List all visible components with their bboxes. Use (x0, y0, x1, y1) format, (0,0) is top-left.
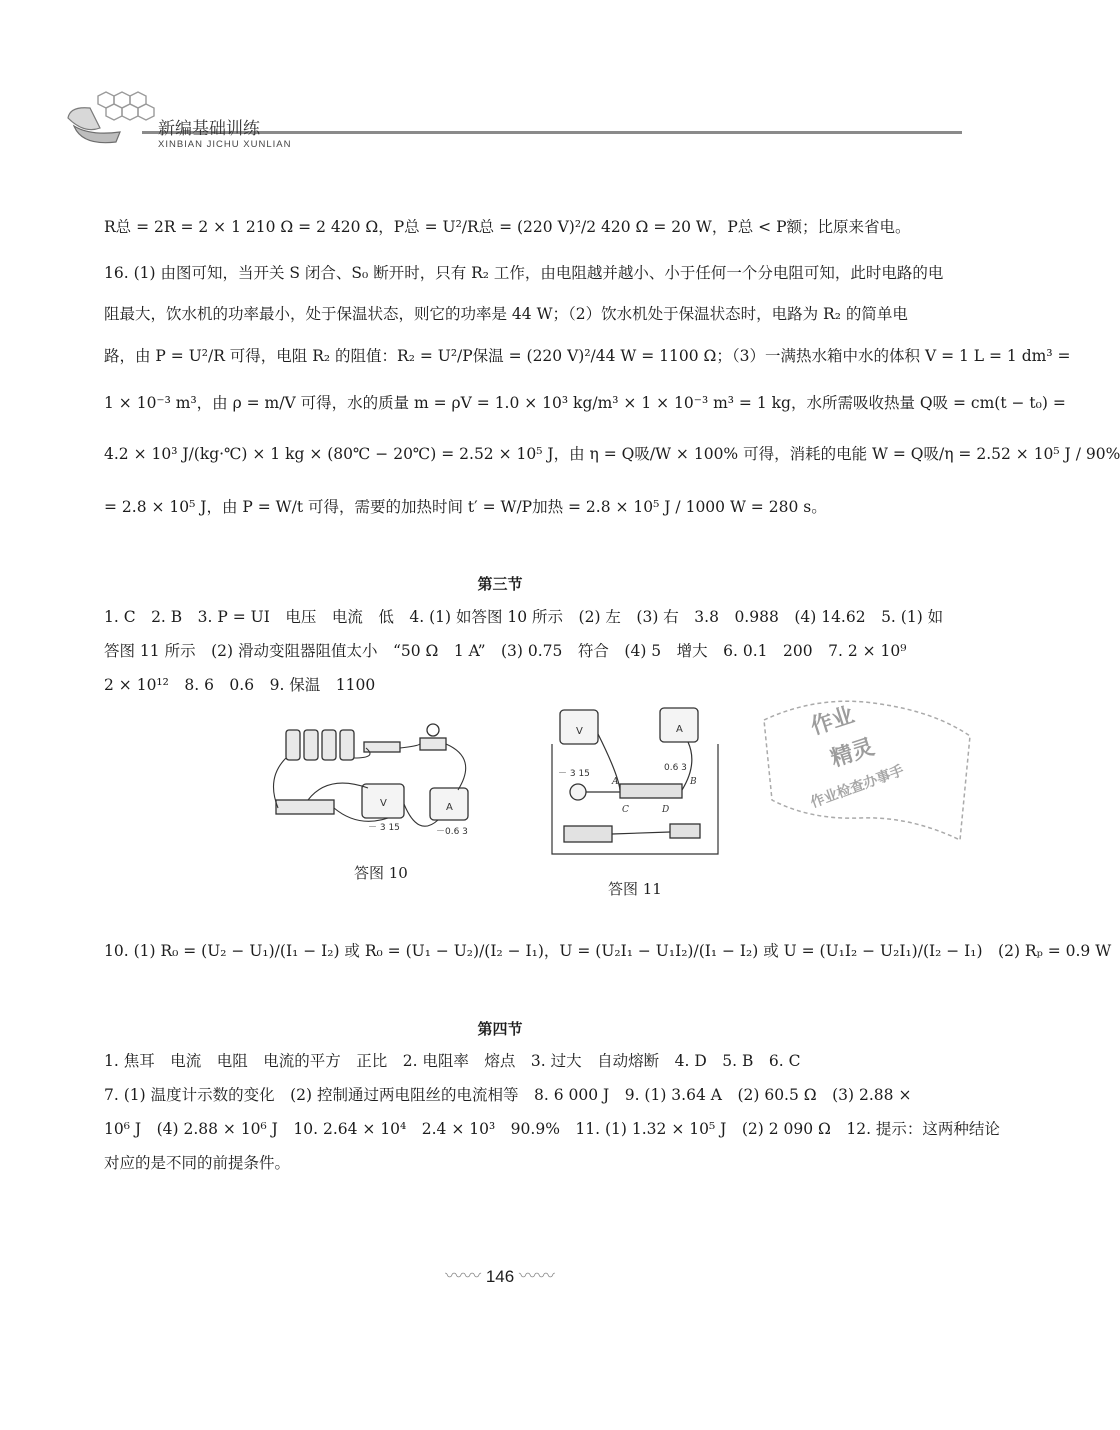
answer-q16-line: 4.2 × 10³ J/(kg·℃) × 1 kg × (80℃ − 20℃) = 2.52 × 10⁵ J，由 η = Q吸/W × 100% 可得，消耗的电能 W = Q吸/η = 2.52 × 10⁵ J / 90% (104, 445, 1120, 463)
header-rule (142, 131, 962, 134)
figure-caption-11: 答图 11 (608, 880, 662, 898)
answer-line: R总 = 2R = 2 × 1 210 Ω = 2 420 Ω，P总 = U²/R总 = (220 V)²/2 420 Ω = 20 W，P总 < P额；比原来省电。 (104, 218, 911, 236)
answer-line: 7. (1) 温度计示数的变化 (2) 控制通过两电阻丝的电流相等 8. 6 000 J 9. (1) 3.64 A (2) 60.5 Ω (3) 2.88 × (104, 1086, 912, 1104)
section-title: 第三节 (477, 575, 523, 593)
answer-line: 1. 焦耳 电流 电阻 电流的平方 正比 2. 电阻率 熔点 3. 过大 自动熔断 4. D 5. B 6. C (104, 1052, 801, 1070)
answer-line: 1. C 2. B 3. P = UI 电压 电流 低 4. (1) 如答图 10 所示 (2) 左 (3) 右 3.8 0.988 (4) 14.62 5. (1) 如 (104, 608, 944, 626)
svg-text:－ 3 15: － 3 15 (368, 823, 400, 833)
svg-text:C: C (622, 805, 629, 815)
svg-text:D: D (662, 805, 670, 815)
svg-text:V: V (380, 798, 387, 809)
circuit-diagram-fig11 (548, 704, 728, 862)
homework-stamp (760, 690, 975, 850)
answer-line: 2 × 10¹² 8. 6 0.6 9. 保温 1100 (104, 676, 376, 694)
svg-text:B: B (690, 777, 697, 787)
answer-line: 10⁶ J (4) 2.88 × 10⁶ J 10. 2.64 × 10⁴ 2.4 × 10³ 90.9% 11. (1) 1.32 × 10⁵ J (2) 2 090 Ω 12. 提示：这两种结论 (104, 1120, 1000, 1138)
svg-text:A: A (446, 802, 453, 813)
answer-q16-line: = 2.8 × 10⁵ J，由 P = W/t 可得，需要的加热时间 t′ = W/P加热 = 2.8 × 10⁵ J / 1000 W = 280 s。 (104, 498, 827, 516)
stamp-text: 精灵 (827, 733, 878, 773)
wave-right-icon: 〰〰 (518, 1266, 555, 1286)
answer-q16-line: 1 × 10⁻³ m³，由 ρ = m/V 可得，水的质量 m = ρV = 1.0 × 10³ kg/m³ × 1 × 10⁻³ m³ = 1 kg，水所需吸收热量 Q吸 = cm(t − t₀) = (104, 394, 1066, 412)
section-title: 第四节 (477, 1020, 523, 1038)
svg-text:V: V (576, 726, 583, 737)
header (60, 88, 960, 158)
page-number-footer (0, 1262, 1000, 1288)
header-subtitle: XINBIAN JICHU XUNLIAN (158, 139, 292, 150)
answer-q16-line: 路，由 P = U²/R 可得，电阻 R₂ 的阻值：R₂ = U²/P保温 = (220 V)²/44 W = 1100 Ω；（3）一满热水箱中水的体积 V = 1 L = 1 dm³ = (104, 347, 1071, 365)
answer-q10-line: 10. (1) R₀ = (U₂ − U₁)/(I₁ − I₂) 或 R₀ = (U₁ − U₂)/(I₂ − I₁)，U = (U₂I₁ − U₁I₂)/(I₁ − I₂) 或 U = (U₁I₂ − U₂I₁)/(I₂ − I₁) (2) Rₚ = 0.9 W (104, 942, 1112, 960)
circuit-diagram-fig10 (268, 718, 488, 848)
stamp-frame-icon (760, 690, 975, 850)
figure-caption-10: 答图 10 (354, 864, 408, 882)
stamp-text: 作业检查办事手 (808, 762, 907, 812)
wave-left-icon: 〰〰 (445, 1266, 482, 1286)
header-title: 新编基础训练 (158, 119, 260, 139)
svg-text:－0.6 3: －0.6 3 (436, 827, 468, 837)
svg-text:A: A (676, 724, 683, 735)
answer-q16-line: 16. (1) 由图可知，当开关 S 闭合、S₀ 断开时，只有 R₂ 工作，由电阻越并越小、小于任何一个分电阻可知，此时电路的电 (104, 264, 944, 282)
svg-text:A: A (612, 777, 619, 787)
page-number: 146 (485, 1267, 515, 1286)
answer-line: 答图 11 所示 (2) 滑动变阻器阻值太小 “50 Ω 1 A” (3) 0.75 符合 (4) 5 增大 6. 0.1 200 7. 2 × 10⁹ (104, 642, 907, 660)
svg-text:0.6 3: 0.6 3 (664, 763, 687, 773)
stamp-text: 作业 (807, 701, 858, 741)
answer-line: 对应的是不同的前提条件。 (104, 1154, 291, 1172)
answer-q16-line: 阻最大，饮水机的功率最小，处于保温状态，则它的功率是 44 W；（2）饮水机处于保温状态时，电路为 R₂ 的简单电 (104, 305, 908, 323)
svg-text:－ 3 15: － 3 15 (558, 769, 590, 779)
